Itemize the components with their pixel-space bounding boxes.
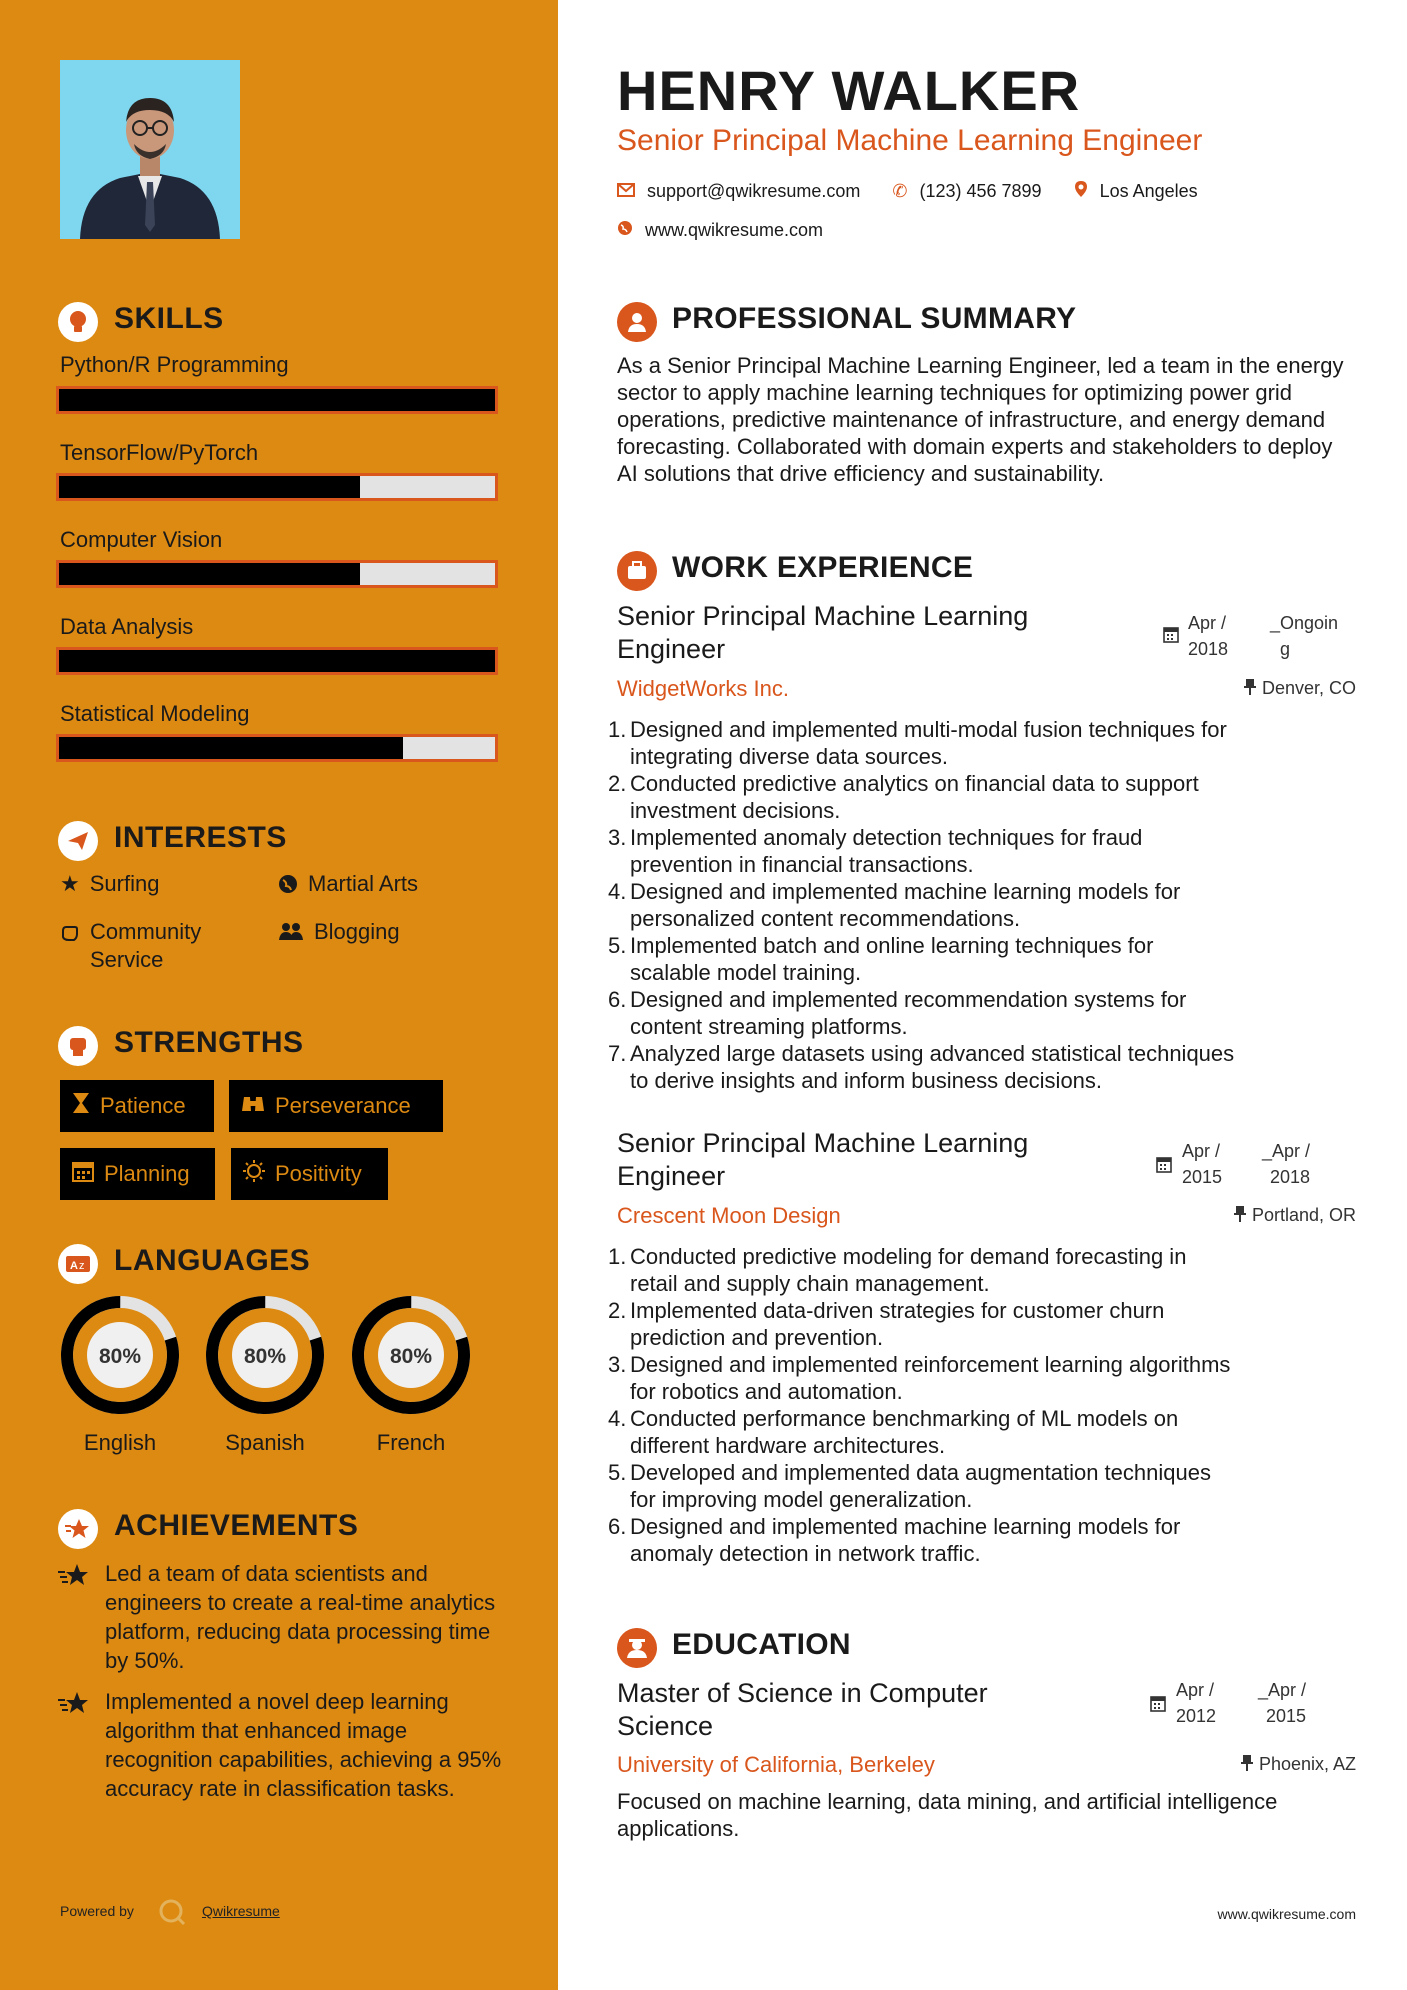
hand-icon xyxy=(60,918,80,974)
globe-icon xyxy=(278,870,298,901)
bullet-item xyxy=(608,1243,1368,1297)
strength-tag xyxy=(60,1148,215,1200)
globe-icon xyxy=(617,220,633,241)
date-line: Apr / xyxy=(1176,1680,1215,1700)
interest-label: Martial Arts xyxy=(308,871,419,896)
language-ring xyxy=(58,1293,182,1417)
skill-label: Computer Vision xyxy=(60,527,223,552)
bullet-item xyxy=(608,1459,1368,1513)
bullet-line: Implemented anomaly detection techniques for fraud xyxy=(630,825,1143,850)
job-location xyxy=(1218,1205,1356,1228)
graduation-cap-icon xyxy=(617,1628,657,1668)
degree-title xyxy=(617,1677,1117,1743)
achievement-text: Led a team of data scientists and engineers to create a real-time analytics platform, reducing data processing time by 50%. xyxy=(105,1561,496,1673)
bullet-number: 5. xyxy=(608,1460,627,1485)
svg-text:A: A xyxy=(70,1260,78,1272)
job-title-line: Senior Principal Machine Learning xyxy=(617,601,1029,631)
award-icon xyxy=(58,1509,98,1549)
date-line: _Ongoin xyxy=(1270,613,1339,633)
bullet-line: different hardware architectures. xyxy=(630,1433,946,1458)
skill-bar xyxy=(56,386,498,414)
website-row xyxy=(617,220,823,241)
bullet-number: 1. xyxy=(608,1244,627,1269)
achievement-star-icon xyxy=(58,1690,88,1721)
job-location xyxy=(1226,678,1356,701)
bullet-number: 2. xyxy=(608,771,627,796)
bullet-number: 7. xyxy=(608,1041,627,1066)
briefcase-icon xyxy=(617,551,657,591)
skill-label: Python/R Programming xyxy=(60,352,289,377)
users-icon xyxy=(278,918,304,949)
bullet-text xyxy=(630,1297,1164,1351)
bullet-text xyxy=(630,770,1199,824)
sidebar xyxy=(0,0,558,1990)
bullet-number: 6. xyxy=(608,987,627,1012)
bullet-text xyxy=(630,716,1227,770)
date-line: Apr / xyxy=(1182,1141,1221,1161)
bullet-item xyxy=(608,932,1368,986)
skill-fill xyxy=(59,563,360,585)
start-date xyxy=(1176,1677,1216,1729)
degree-line: Master of Science in Computer xyxy=(617,1678,988,1708)
candidate-name: HENRY WALKER xyxy=(617,59,1081,122)
company-name: Crescent Moon Design xyxy=(617,1203,841,1228)
interest-label: Community Service xyxy=(90,919,202,972)
date-line: g xyxy=(1280,639,1291,659)
strength-label: Patience xyxy=(100,1093,186,1118)
start-date xyxy=(1182,1138,1222,1190)
binoculars-icon xyxy=(241,1093,265,1119)
bullet-item xyxy=(608,770,1368,824)
language-label: Spanish xyxy=(225,1430,305,1455)
bullet-line: Designed and implemented reinforcement learning algorithms xyxy=(630,1352,1231,1377)
language-label: English xyxy=(83,1430,157,1455)
start-date xyxy=(1188,610,1228,662)
bullet-item xyxy=(608,986,1368,1040)
language-icon xyxy=(58,1244,98,1284)
bullet-text xyxy=(630,1459,1211,1513)
skill-label: TensorFlow/PyTorch xyxy=(60,440,259,465)
skills-heading: SKILLS xyxy=(114,302,224,335)
job-title-line: Engineer xyxy=(617,634,726,664)
date-line: 2018 xyxy=(1270,1167,1311,1187)
bullet-line: to derive insights and inform business decisions. xyxy=(630,1068,1103,1093)
bullet-text xyxy=(630,1243,1186,1297)
bullet-line: integrating diverse data sources. xyxy=(630,744,948,769)
bullet-text xyxy=(630,1351,1230,1405)
phone-icon: ✆ xyxy=(892,181,908,201)
pushpin-icon xyxy=(1234,1205,1246,1228)
bullet-number: 3. xyxy=(608,1352,627,1377)
bullet-item xyxy=(608,716,1368,770)
paper-plane-icon xyxy=(58,821,98,861)
bullet-item xyxy=(608,1405,1368,1459)
map-pin-icon xyxy=(1074,180,1088,203)
job-title xyxy=(617,600,1117,666)
bullet-item xyxy=(608,1513,1368,1567)
job-title-line: Senior Principal Machine Learning xyxy=(617,1128,1029,1158)
bullet-line: Conducted performance benchmarking of ML models on xyxy=(630,1406,1179,1431)
bullet-item xyxy=(608,1351,1368,1405)
interest-item xyxy=(278,918,400,949)
language-percent: 80% xyxy=(389,1345,433,1368)
strength-label: Perseverance xyxy=(275,1093,411,1118)
bullet-line: for improving model generalization. xyxy=(630,1487,973,1512)
achievements-heading: ACHIEVEMENTS xyxy=(114,1509,359,1542)
experience-heading: WORK EXPERIENCE xyxy=(672,551,974,584)
language-label: French xyxy=(376,1430,446,1455)
bullet-item xyxy=(608,878,1368,932)
bullet-number: 4. xyxy=(608,879,627,904)
bullet-line: Designed and implemented machine learning models for xyxy=(630,879,1181,904)
bullet-number: 5. xyxy=(608,933,627,958)
school-name: University of California, Berkeley xyxy=(617,1752,935,1777)
achievement-star-icon xyxy=(58,1562,88,1593)
summary-text: As a Senior Principal Machine Learning Engineer, led a team in the energy sector to apply machine learning techniques for optimizing power grid operations, predictive maintenance of infrastructure, and energy demand forecasting. Collaborated with domain experts and stakeholders to deploy AI solutions that drive efficiency and sustainability. xyxy=(617,353,1344,486)
interests-heading: INTERESTS xyxy=(114,821,287,854)
bullet-line: Designed and implemented multi-modal fusion techniques for xyxy=(630,717,1227,742)
qwikresume-logo-icon xyxy=(158,1898,186,1931)
achievement-text: Implemented a novel deep learning algorithm that enhanced image recognition capabilities, achieving a 95% accuracy rate in classification tasks. xyxy=(105,1689,502,1801)
interest-label: Surfing xyxy=(89,871,160,896)
skill-fill xyxy=(59,389,495,411)
bullet-number: 4. xyxy=(608,1406,627,1431)
svg-text:z: z xyxy=(79,1260,85,1272)
phone-text: (123) 456 7899 xyxy=(919,181,1042,201)
bullet-line: personalized content recommendations. xyxy=(630,906,1021,931)
bullet-text xyxy=(630,986,1186,1040)
job-title xyxy=(617,1127,1117,1193)
bullet-text xyxy=(630,932,1153,986)
bullet-line: for robotics and automation. xyxy=(630,1379,903,1404)
email-link[interactable]: support@qwikresume.com xyxy=(647,181,861,201)
degree-line: Science xyxy=(617,1711,714,1741)
strength-label: Planning xyxy=(104,1161,190,1186)
strength-tag xyxy=(231,1148,388,1200)
envelope-icon xyxy=(617,181,635,202)
bullet-number: 1. xyxy=(608,717,627,742)
bullet-line: anomaly detection in network traffic. xyxy=(630,1541,981,1566)
education-location xyxy=(1218,1754,1356,1777)
end-date xyxy=(1262,1138,1310,1190)
date-line: 2015 xyxy=(1266,1706,1307,1726)
skill-bar xyxy=(56,560,498,588)
calendar-icon xyxy=(72,1160,94,1188)
bullet-line: prevention in financial transactions. xyxy=(630,852,974,877)
interest-item xyxy=(278,870,418,901)
bullet-line: Designed and implemented recommendation systems for xyxy=(630,987,1187,1012)
date-line: 2018 xyxy=(1188,639,1229,659)
bullet-line: retail and supply chain management. xyxy=(630,1271,990,1296)
interest-label: Blogging xyxy=(314,919,400,944)
interest-item xyxy=(60,918,250,974)
strength-tag xyxy=(229,1080,443,1132)
bullet-number: 2. xyxy=(608,1298,627,1323)
user-icon xyxy=(617,302,657,342)
contact-row xyxy=(617,180,1198,203)
end-date xyxy=(1258,1677,1306,1729)
website-link[interactable]: www.qwikresume.com xyxy=(645,220,824,240)
skill-fill xyxy=(59,650,495,672)
bullet-line: investment decisions. xyxy=(630,798,841,823)
language-percent: 80% xyxy=(98,1345,142,1368)
bullet-item xyxy=(608,1297,1368,1351)
education-description: Focused on machine learning, data mining, and artificial intelligence applications. xyxy=(617,1789,1278,1841)
calendar-icon xyxy=(1163,625,1179,648)
summary-heading: PROFESSIONAL SUMMARY xyxy=(672,302,1077,335)
job-bullets xyxy=(608,716,1368,1094)
language-ring xyxy=(349,1293,473,1417)
pushpin-icon xyxy=(1241,1754,1253,1777)
job-bullets xyxy=(608,1243,1368,1567)
footer-website: www.qwikresume.com xyxy=(1217,1906,1356,1922)
job-title-line: Engineer xyxy=(617,1161,726,1191)
hourglass-icon xyxy=(72,1092,90,1120)
strength-label: Positivity xyxy=(275,1161,362,1186)
location-text: Phoenix, AZ xyxy=(1258,1754,1356,1774)
pushpin-icon xyxy=(1244,678,1256,701)
skill-fill xyxy=(59,737,403,759)
skill-fill xyxy=(59,476,360,498)
date-line: Apr / xyxy=(1188,613,1227,633)
bullet-line: Implemented batch and online learning techniques for xyxy=(630,933,1154,958)
qwikresume-link[interactable]: Qwikresume xyxy=(202,1903,280,1919)
date-line: _Apr / xyxy=(1258,1680,1307,1700)
bullet-item xyxy=(608,1040,1368,1094)
language-percent: 80% xyxy=(243,1345,287,1368)
strength-tag xyxy=(60,1080,214,1132)
bullet-line: Conducted predictive modeling for demand forecasting in xyxy=(630,1244,1187,1269)
languages-heading: LANGUAGES xyxy=(114,1244,311,1277)
education-heading: EDUCATION xyxy=(672,1628,851,1661)
bullet-text xyxy=(630,1405,1178,1459)
company-name: WidgetWorks Inc. xyxy=(617,676,789,701)
main-content xyxy=(558,0,1407,1990)
bullet-line: Designed and implemented machine learning models for xyxy=(630,1514,1181,1539)
bullet-number: 6. xyxy=(608,1514,627,1539)
job-title-header: Senior Principal Machine Learning Engineer xyxy=(617,124,1203,157)
bullet-line: Analyzed large datasets using advanced statistical techniques xyxy=(630,1041,1235,1066)
skill-label: Data Analysis xyxy=(60,614,194,639)
language-ring xyxy=(203,1293,327,1417)
profile-photo xyxy=(60,60,240,239)
bullet-line: content streaming platforms. xyxy=(630,1014,908,1039)
bullet-line: prediction and prevention. xyxy=(630,1325,884,1350)
date-line: 2012 xyxy=(1176,1706,1217,1726)
skill-bar xyxy=(56,734,498,762)
bullet-line: Conducted predictive analytics on financial data to support xyxy=(630,771,1199,796)
skill-bar xyxy=(56,647,498,675)
star-icon: ★ xyxy=(60,871,80,896)
bullet-text xyxy=(630,878,1180,932)
end-date xyxy=(1270,610,1338,662)
location-text: Denver, CO xyxy=(1261,678,1356,698)
date-line: _Apr / xyxy=(1262,1141,1311,1161)
fist-icon xyxy=(58,1026,98,1066)
bullet-line: Developed and implemented data augmentation techniques xyxy=(630,1460,1211,1485)
skill-bar xyxy=(56,473,498,501)
location-text: Los Angeles xyxy=(1099,181,1198,201)
calendar-icon xyxy=(1150,1694,1166,1717)
bullet-text xyxy=(630,1513,1180,1567)
calendar-icon xyxy=(1156,1155,1172,1178)
date-line: 2015 xyxy=(1182,1167,1223,1187)
powered-by-text: Powered by xyxy=(60,1903,134,1919)
location-text: Portland, OR xyxy=(1251,1205,1356,1225)
strengths-heading: STRENGTHS xyxy=(114,1026,304,1059)
bullet-line: Implemented data-driven strategies for customer churn xyxy=(630,1298,1165,1323)
bullet-text xyxy=(630,824,1142,878)
sun-icon xyxy=(243,1160,265,1188)
lightbulb-icon xyxy=(58,302,98,342)
skill-label: Statistical Modeling xyxy=(60,701,250,726)
bullet-number: 3. xyxy=(608,825,627,850)
bullet-item xyxy=(608,824,1368,878)
bullet-line: scalable model training. xyxy=(630,960,862,985)
interest-item xyxy=(60,870,159,898)
bullet-text xyxy=(630,1040,1234,1094)
